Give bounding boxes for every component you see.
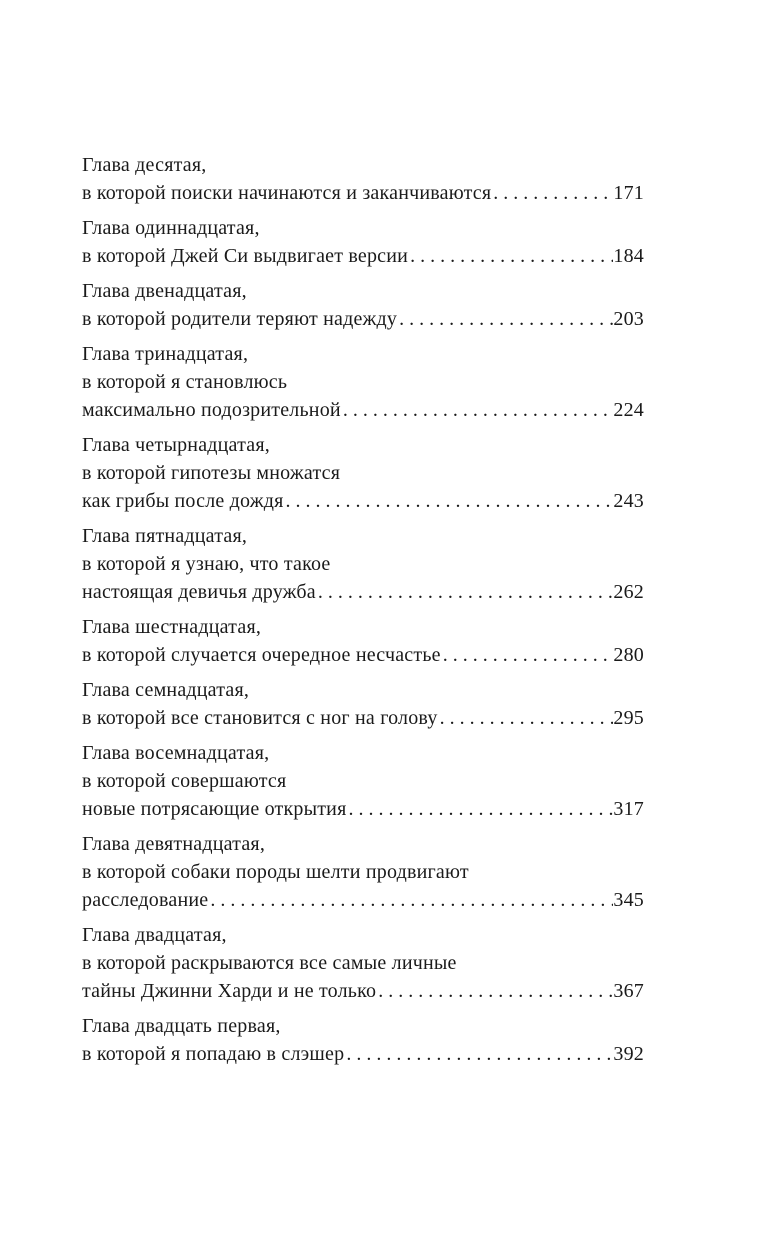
- chapter-subtitle-line: [82, 704, 644, 732]
- chapter-title: Глава пятнадцатая,: [82, 525, 248, 547]
- chapter-title: Глава девятнадцатая,: [82, 833, 266, 855]
- dot-leader: [376, 977, 613, 1005]
- toc-entry: [82, 830, 644, 914]
- chapter-title: Глава тринадцатая,: [82, 343, 249, 365]
- chapter-subtitle: в которой родители теряют надежду: [82, 308, 398, 330]
- chapter-subtitle: максимально подозрительной: [82, 399, 341, 421]
- toc-entry: [82, 921, 644, 1005]
- chapter-subtitle: в которой я попадаю в слэшер: [82, 1043, 345, 1065]
- toc-entry: [82, 431, 644, 515]
- chapter-subtitle-line: [82, 977, 644, 1005]
- page-number: 262: [613, 581, 644, 603]
- chapter-subtitle-line: [82, 487, 644, 515]
- chapter-subtitle-line: [82, 641, 644, 669]
- table-of-contents: [82, 151, 644, 1075]
- chapter-subtitle-line: [82, 886, 644, 914]
- chapter-title: Глава десятая,: [82, 154, 207, 176]
- dot-leader: [344, 1040, 613, 1068]
- chapter-subtitle: тайны Джинни Харди и не только: [82, 980, 377, 1002]
- toc-entry: [82, 522, 644, 606]
- chapter-subtitle: в которой Джей Си выдвигает версии: [82, 245, 409, 267]
- page-number: 171: [613, 182, 644, 204]
- chapter-subtitle: в которой гипотезы множатся: [82, 462, 341, 484]
- chapter-subtitle-line: [82, 1040, 644, 1068]
- page-number: 184: [613, 245, 644, 267]
- chapter-subtitle: в которой все становится с ног на голову: [82, 707, 438, 729]
- dot-leader: [441, 641, 614, 669]
- chapter-title: Глава двенадцатая,: [82, 280, 247, 302]
- chapter-title: Глава одиннадцатая,: [82, 217, 260, 239]
- chapter-subtitle-line: [82, 578, 644, 606]
- page-number: 295: [613, 707, 644, 729]
- toc-entry: [82, 340, 644, 424]
- chapter-title: Глава четырнадцатая,: [82, 434, 270, 456]
- toc-entry: [82, 277, 644, 333]
- dot-leader: [397, 305, 613, 333]
- page-number: 317: [613, 798, 644, 820]
- chapter-subtitle-line: [82, 242, 644, 270]
- toc-entry: [82, 151, 644, 207]
- chapter-subtitle: расследование: [82, 889, 209, 911]
- chapter-subtitle-line: [82, 305, 644, 333]
- page-number: 367: [613, 980, 644, 1002]
- chapter-subtitle: в которой поиски начинаются и заканчиваются: [82, 182, 492, 204]
- chapter-title: Глава двадцатая,: [82, 924, 227, 946]
- page-number: 345: [613, 889, 644, 911]
- chapter-subtitle: в которой я становлюсь: [82, 371, 288, 393]
- toc-entry: [82, 1012, 644, 1068]
- page-number: 203: [613, 308, 644, 330]
- chapter-subtitle: в которой собаки породы шелти продвигают: [82, 861, 469, 883]
- page-number: 243: [613, 490, 644, 512]
- chapter-subtitle-line: [82, 795, 644, 823]
- page-number: 280: [613, 644, 644, 666]
- toc-entry: [82, 676, 644, 732]
- dot-leader: [408, 242, 613, 270]
- chapter-subtitle: в которой совершаются: [82, 770, 287, 792]
- dot-leader: [438, 704, 614, 732]
- toc-entry: [82, 739, 644, 823]
- chapter-title: Глава восемнадцатая,: [82, 742, 270, 764]
- dot-leader: [208, 886, 613, 914]
- chapter-subtitle: в которой случается очередное несчастье: [82, 644, 441, 666]
- chapter-subtitle: в которой раскрываются все самые личные: [82, 952, 457, 974]
- chapter-subtitle: как грибы после дождя: [82, 490, 284, 512]
- dot-leader: [346, 795, 613, 823]
- page-number: 224: [613, 399, 644, 421]
- toc-entry: [82, 613, 644, 669]
- toc-entry: [82, 214, 644, 270]
- dot-leader: [316, 578, 614, 606]
- dot-leader: [341, 396, 614, 424]
- dot-leader: [491, 179, 613, 207]
- chapter-subtitle: настоящая девичья дружба: [82, 581, 316, 603]
- dot-leader: [284, 487, 614, 515]
- chapter-subtitle-line: [82, 179, 644, 207]
- chapter-subtitle: в которой я узнаю, что такое: [82, 553, 331, 575]
- chapter-title: Глава шестнадцатая,: [82, 616, 262, 638]
- chapter-subtitle: новые потрясающие открытия: [82, 798, 347, 820]
- chapter-title: Глава двадцать первая,: [82, 1015, 281, 1037]
- page-number: 392: [613, 1043, 644, 1065]
- chapter-title: Глава семнадцатая,: [82, 679, 250, 701]
- chapter-subtitle-line: [82, 396, 644, 424]
